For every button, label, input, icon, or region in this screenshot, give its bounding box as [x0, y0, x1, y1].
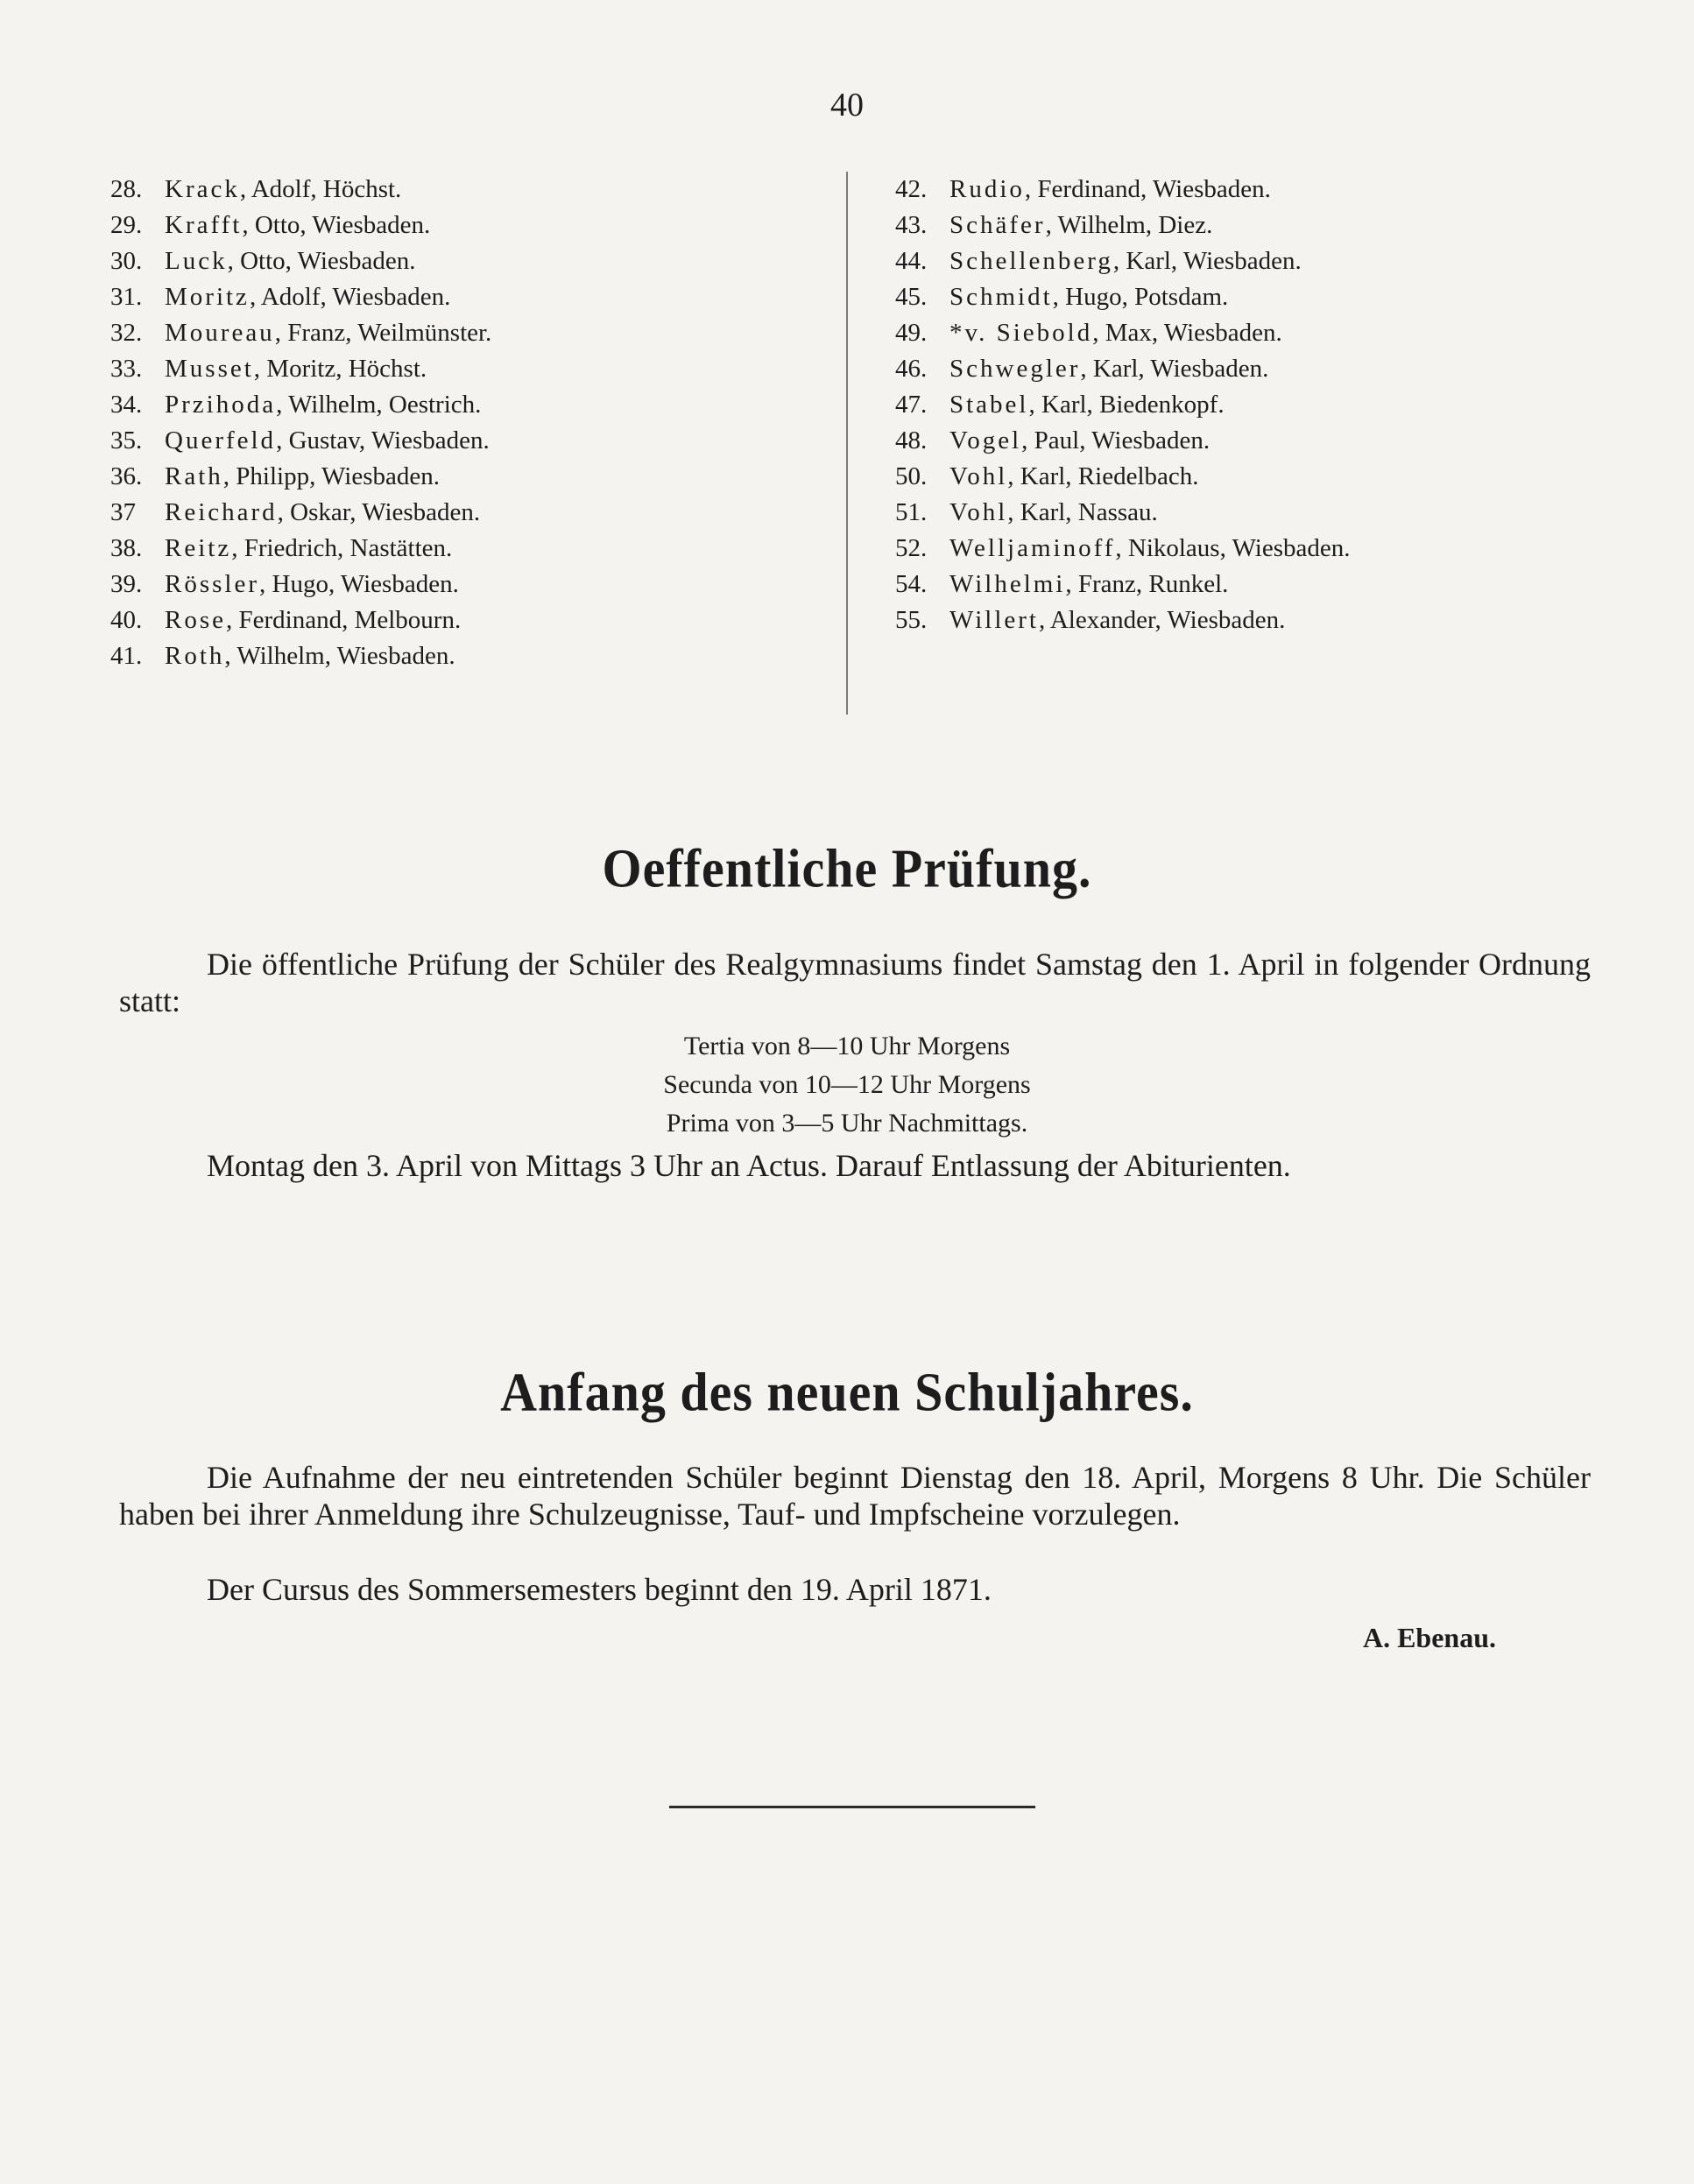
entry-details: , Wilhelm, Diez.	[1045, 211, 1213, 239]
entry-number: 35.	[110, 426, 143, 454]
entry-details: , Moritz, Höchst.	[253, 355, 427, 383]
list-item	[110, 172, 829, 208]
entry-surname: Krafft	[165, 211, 243, 239]
entry-surname: Rose	[165, 606, 226, 634]
entry-surname: Schäfer	[949, 211, 1046, 239]
entry-number: 36.	[110, 462, 143, 490]
entry-details: , Karl, Wiesbaden.	[1112, 247, 1302, 275]
entry-number: 48.	[895, 426, 928, 454]
entry-details: , Hugo, Wiesbaden.	[259, 570, 459, 598]
entry-number: 43.	[895, 211, 928, 239]
entry-details: , Hugo, Potsdam.	[1052, 283, 1229, 311]
entry-details: , Otto, Wiesbaden.	[227, 247, 416, 275]
entry-number: 34.	[110, 391, 143, 419]
entry-surname: Stabel	[949, 391, 1029, 419]
entry-number: 50.	[895, 462, 928, 490]
entry-number: 46.	[895, 355, 928, 383]
entry-surname: Roth	[165, 642, 225, 670]
column-divider	[846, 172, 848, 715]
entry-surname: Rath	[165, 462, 223, 490]
list-item	[895, 279, 1613, 315]
list-item	[110, 279, 829, 315]
entry-number: 41.	[110, 642, 143, 670]
list-item	[110, 387, 829, 423]
entry-number: 29.	[110, 211, 143, 239]
entry-surname: Moritz	[165, 283, 250, 311]
entry-number: 37	[110, 498, 136, 526]
entry-details: , Adolf, Höchst.	[239, 175, 402, 203]
entry-details: , Friedrich, Nastätten.	[231, 534, 453, 562]
closing-rule	[669, 1806, 1035, 1808]
entry-details: , Karl, Nassau.	[1007, 498, 1158, 526]
list-item	[895, 423, 1613, 459]
list-item	[895, 602, 1613, 638]
entry-details: , Otto, Wiesbaden.	[242, 211, 431, 239]
exam-heading: Oeffentliche Prüfung.	[602, 837, 1092, 899]
list-item	[895, 567, 1613, 602]
entry-number: 31.	[110, 283, 143, 311]
entry-number: 32.	[110, 319, 143, 347]
entry-surname: Vohl	[949, 498, 1008, 526]
entry-details: , Nikolaus, Wiesbaden.	[1115, 534, 1351, 562]
entry-surname: Welljaminoff	[949, 534, 1116, 562]
entry-details: , Wilhelm, Wiesbaden.	[224, 642, 455, 670]
entry-number: 40.	[110, 606, 143, 634]
entry-number: 44.	[895, 247, 928, 275]
entry-details: , Wilhelm, Oestrich.	[276, 391, 482, 419]
list-item	[110, 495, 829, 531]
school-year-heading: Anfang des neuen Schuljahres.	[500, 1361, 1194, 1423]
entry-number: 45.	[895, 283, 928, 311]
list-item	[895, 495, 1613, 531]
entry-details: , Franz, Runkel.	[1065, 570, 1229, 598]
list-item	[895, 459, 1613, 495]
list-item	[110, 315, 829, 351]
list-item	[110, 567, 829, 602]
entry-surname: Krack	[165, 175, 240, 203]
entry-number: 55.	[895, 606, 928, 634]
schedule-tertia: Tertia von 8—10 Uhr Morgens	[683, 1032, 1011, 1060]
entry-details: , Ferdinand, Wiesbaden.	[1024, 175, 1271, 203]
list-item	[895, 315, 1613, 351]
list-item	[895, 387, 1613, 423]
student-list-left	[110, 172, 829, 674]
semester-paragraph: Der Cursus des Sommersemesters beginnt den 19. April 1871.	[207, 1572, 992, 1607]
entry-surname: Przihoda	[165, 391, 277, 419]
entry-number: 39.	[110, 570, 143, 598]
entry-surname: Schmidt	[949, 283, 1053, 311]
entry-number: 28.	[110, 175, 143, 203]
entry-number: 42.	[895, 175, 928, 203]
entry-number: 30.	[110, 247, 143, 275]
entry-surname: Moureau	[165, 319, 275, 347]
entry-surname: Rudio	[949, 175, 1025, 203]
entry-surname: Schellenberg	[949, 247, 1113, 275]
schedule-prima: Prima von 3—5 Uhr Nachmittags.	[666, 1109, 1028, 1138]
list-item	[895, 172, 1613, 208]
entry-surname: Vogel	[949, 426, 1022, 454]
schedule-secunda: Secunda von 10—12 Uhr Morgens	[663, 1070, 1031, 1099]
entry-surname: Rössler	[165, 570, 259, 598]
entry-surname: Musset	[165, 355, 254, 383]
entry-surname: Reitz	[165, 534, 232, 562]
entry-surname: Willert	[949, 606, 1039, 634]
actus-paragraph: Montag den 3. April von Mittags 3 Uhr an Actus. Darauf Entlassung der Abiturienten.	[207, 1148, 1291, 1183]
entry-number: 49.	[895, 319, 928, 347]
entry-details: , Max, Wiesbaden.	[1092, 319, 1282, 347]
entry-details: , Ferdinand, Melbourn.	[226, 606, 462, 634]
student-list-right	[895, 172, 1613, 638]
entry-number: 52.	[895, 534, 928, 562]
entry-details: , Paul, Wiesbaden.	[1021, 426, 1211, 454]
entry-details: , Alexander, Wiesbaden.	[1038, 606, 1286, 634]
list-item	[110, 602, 829, 638]
entry-surname: Reichard	[165, 498, 278, 526]
entry-details: , Gustav, Wiesbaden.	[276, 426, 490, 454]
entry-surname: Schwegler	[949, 355, 1081, 383]
entry-number: 33.	[110, 355, 143, 383]
entry-details: , Karl, Riedelbach.	[1007, 462, 1199, 490]
list-item	[110, 351, 829, 387]
entry-surname: Vohl	[949, 462, 1008, 490]
signature: A. Ebenau.	[1362, 1622, 1496, 1653]
entry-number: 54.	[895, 570, 928, 598]
entry-details: , Franz, Weilmünster.	[274, 319, 492, 347]
list-item	[895, 243, 1613, 279]
list-item	[110, 243, 829, 279]
list-item	[895, 531, 1613, 567]
list-item	[895, 208, 1613, 243]
list-item	[110, 531, 829, 567]
entry-details: , Adolf, Wiesbaden.	[249, 283, 451, 311]
list-item	[110, 208, 829, 243]
entry-number: 51.	[895, 498, 928, 526]
entry-number: 38.	[110, 534, 143, 562]
entry-surname: *v. Siebold	[949, 319, 1093, 347]
list-item	[895, 351, 1613, 387]
entry-number: 47.	[895, 391, 928, 419]
admission-paragraph: Die Aufnahme der neu eintretenden Schüler beginnt Dienstag den 18. April, Morgens 8 Uhr. Die Schüler haben bei ihrer Anmeldung ihre Schulzeugnisse, Tauf- und Impfscheine vorzulegen.	[119, 1460, 1591, 1532]
exam-paragraph: Die öffentliche Prüfung der Schüler des Realgymnasiums findet Samstag den 1. April in folgender Ordnung statt:	[119, 947, 1591, 1018]
entry-details: , Philipp, Wiesbaden.	[222, 462, 440, 490]
entry-details: , Karl, Biedenkopf.	[1028, 391, 1225, 419]
entry-surname: Luck	[165, 247, 228, 275]
page-number: 40	[830, 87, 864, 123]
entry-surname: Querfeld	[165, 426, 277, 454]
entry-details: , Karl, Wiesbaden.	[1080, 355, 1269, 383]
entry-details: , Oskar, Wiesbaden.	[277, 498, 481, 526]
list-item	[110, 459, 829, 495]
list-item	[110, 423, 829, 459]
list-item	[110, 638, 829, 674]
entry-surname: Wilhelmi	[949, 570, 1066, 598]
